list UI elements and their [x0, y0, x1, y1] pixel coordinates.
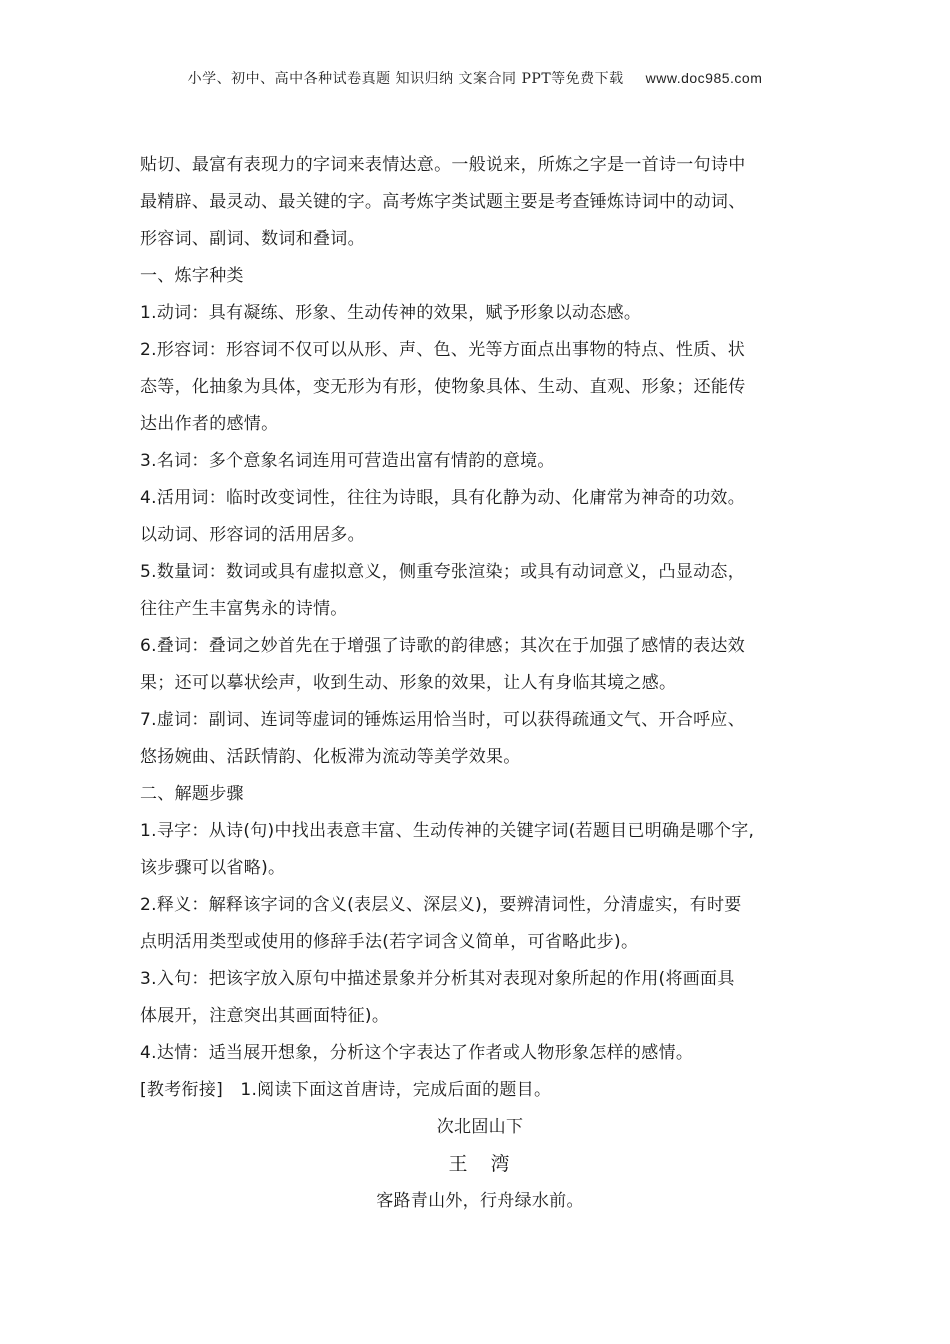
paragraph-line: 点明活用类型或使用的修辞手法(若字词含义简单，可省略此步)。 — [140, 932, 639, 952]
header-text: 小学、初中、高中各种试卷真题 知识归纳 文案合同 PPT等免费下载 — [187, 71, 624, 87]
paragraph-line: 体展开，注意突出其画面特征)。 — [140, 1006, 390, 1026]
poem-line: 客路青山外，行舟绿水前。 — [376, 1191, 584, 1211]
paragraph-line: 2.释义：解释该字词的含义(表层义、深层义)，要辨清词性，分清虚实，有时要 — [140, 895, 742, 915]
paragraph-line: 3.名词：多个意象名词连用可营造出富有情韵的意境。 — [140, 451, 555, 471]
paragraph-line: 3.入句：把该字放入原句中描述景象并分析其对表现对象所起的作用(将画面具 — [140, 969, 735, 989]
paragraph-line: 形容词、副词、数词和叠词。 — [140, 229, 365, 249]
paragraph-line: 4.达情：适当展开想象，分析这个字表达了作者或人物形象怎样的感情。 — [140, 1043, 694, 1063]
paragraph-line: 达出作者的感情。 — [140, 414, 279, 434]
section-heading: 一、炼字种类 — [140, 266, 244, 286]
page-header — [0, 68, 950, 88]
paragraph-line: 该步骤可以省略)。 — [140, 858, 286, 878]
section-heading: 二、解题步骤 — [140, 784, 244, 804]
paragraph-line: 6.叠词：叠词之妙首先在于增强了诗歌的韵律感；其次在于加强了感情的表达效 — [140, 636, 746, 656]
paragraph-line: 5.数量词：数词或具有虚拟意义，侧重夸张渲染；或具有动词意义，凸显动态， — [140, 562, 746, 582]
paragraph-line: 以动词、形容词的活用居多。 — [140, 525, 365, 545]
document-body — [140, 150, 820, 1223]
paragraph-line: 1.寻字：从诗(句)中找出表意丰富、生动传神的关键字词(若题目已明确是哪个字, — [140, 821, 755, 841]
paragraph-line: 1.动词：具有凝练、形象、生动传神的效果，赋予形象以动态感。 — [140, 303, 642, 323]
paragraph-line: 7.虚词：副词、连词等虚词的锤炼运用恰当时，可以获得疏通文气、开合呼应、 — [140, 710, 746, 730]
paragraph-line: 最精辟、最灵动、最关键的字。高考炼字类试题主要是考查锤炼诗词中的动词、 — [140, 192, 746, 212]
paragraph-line: 贴切、最富有表现力的字词来表情达意。一般说来，所炼之字是一首诗一句诗中 — [140, 155, 746, 175]
poem-title: 次北固山下 — [436, 1117, 524, 1137]
poem-author: 王 湾 — [448, 1153, 512, 1175]
paragraph-line: 果；还可以摹状绘声，收到生动、形象的效果，让人有身临其境之感。 — [140, 673, 677, 693]
header-site: www.doc985.com — [645, 70, 763, 86]
exercise-intro: [教考衔接] 1.阅读下面这首唐诗，完成后面的题目。 — [140, 1080, 552, 1100]
paragraph-line: 4.活用词：临时改变词性，往往为诗眼，具有化静为动、化庸常为神奇的功效。 — [140, 488, 746, 508]
paragraph-line: 态等，化抽象为具体，变无形为有形，使物象具体、生动、直观、形象；还能传 — [140, 377, 746, 397]
paragraph-line: 悠扬婉曲、活跃情韵、化板滞为流动等美学效果。 — [140, 747, 521, 767]
paragraph-line: 2.形容词：形容词不仅可以从形、声、色、光等方面点出事物的特点、性质、状 — [140, 340, 746, 360]
paragraph-line: 往往产生丰富隽永的诗情。 — [140, 599, 348, 619]
